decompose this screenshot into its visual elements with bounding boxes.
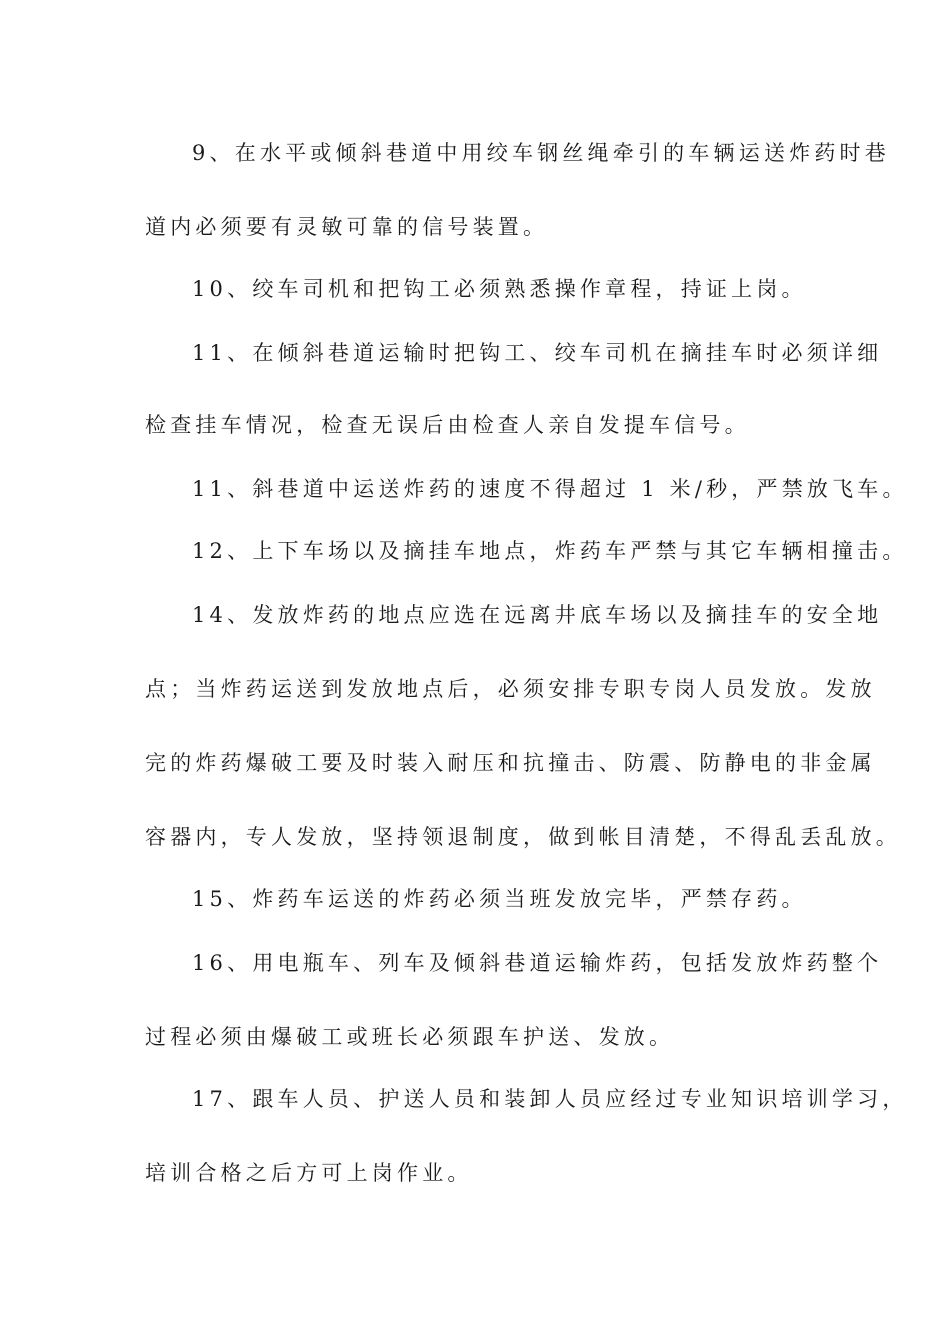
para-16-line-1: 16、用电瓶车、列车及倾斜巷道运输炸药，包括发放炸药整个 (192, 951, 883, 975)
para-11b-line-1: 11、斜巷道中运送炸药的速度不得超过 1 米/秒，严禁放飞车。 (192, 477, 908, 501)
para-17-line-1: 17、跟车人员、护送人员和装卸人员应经过专业知识培训学习， (192, 1087, 908, 1111)
para-14-line-4: 容器内，专人发放，坚持领退制度，做到帐目清楚，不得乱丢乱放。 (145, 825, 901, 849)
para-16-line-2: 过程必须由爆破工或班长必须跟车护送、发放。 (145, 1025, 675, 1049)
para-14-line-3: 完的炸药爆破工要及时装入耐压和抗撞击、防震、防静电的非金属 (145, 751, 876, 775)
para-14-line-2: 点；当炸药运送到发放地点后，必须安排专职专岗人员发放。发放 (145, 677, 876, 701)
para-11a-line-1: 11、在倾斜巷道运输时把钩工、绞车司机在摘挂车时必须详细 (192, 341, 883, 365)
para-11a-line-2: 检查挂车情况，检查无误后由检查人亲自发提车信号。 (145, 413, 750, 437)
para-17-line-2: 培训合格之后方可上岗作业。 (145, 1161, 473, 1185)
para-14-line-1: 14、发放炸药的地点应选在远离井底车场以及摘挂车的安全地 (192, 603, 883, 627)
para-15-line-1: 15、炸药车运送的炸药必须当班发放完毕，严禁存药。 (192, 887, 807, 911)
para-10-line-1: 10、绞车司机和把钩工必须熟悉操作章程，持证上岗。 (192, 277, 807, 301)
para-12-line-1: 12、上下车场以及摘挂车地点，炸药车严禁与其它车辆相撞击。 (192, 539, 908, 563)
para-9-line-1: 9、在水平或倾斜巷道中用绞车钢丝绳牵引的车辆运送炸药时巷 (192, 141, 890, 165)
para-9-line-2: 道内必须要有灵敏可靠的信号装置。 (145, 215, 549, 239)
